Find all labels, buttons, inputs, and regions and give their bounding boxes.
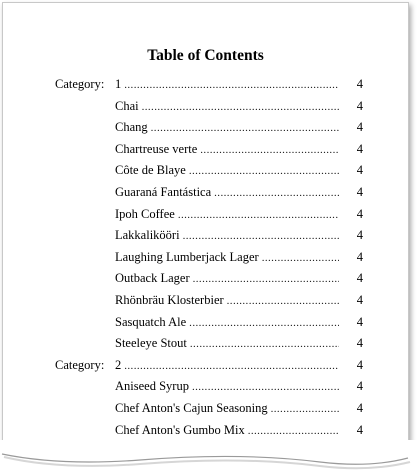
toc-item-row[interactable] — [3, 377, 408, 395]
page-number: 4 — [356, 422, 363, 437]
item-entry — [115, 161, 339, 180]
toc-title: Table of Contents — [147, 47, 264, 64]
toc-item-row[interactable] — [3, 118, 408, 136]
dot-leader — [183, 227, 339, 245]
item-name: Outback Lager — [115, 271, 190, 286]
dot-leader — [189, 162, 339, 180]
page-number: 4 — [356, 228, 363, 243]
category-value: 2 — [115, 357, 122, 372]
category-entry — [115, 75, 339, 94]
item-name: Ipoh Coffee — [115, 206, 175, 221]
toc-item-row[interactable] — [3, 334, 408, 352]
page-number: 4 — [356, 336, 363, 351]
page-number: 4 — [356, 379, 363, 394]
item-name: Chef Anton's Cajun Seasoning — [115, 401, 268, 415]
category-label: Category: — [55, 357, 105, 372]
item-entry — [115, 226, 339, 245]
toc-item-row[interactable] — [3, 313, 408, 331]
toc-item-row[interactable] — [3, 140, 408, 158]
page-number: 4 — [356, 120, 363, 135]
dot-leader — [124, 357, 339, 375]
item-name: Sasquatch Ale — [115, 314, 187, 329]
toc-item-row[interactable] — [3, 205, 408, 223]
item-name: Steeleye Stout — [115, 336, 187, 351]
dot-leader — [227, 292, 339, 310]
item-name: Chartreuse verte — [115, 141, 198, 156]
page-number: 4 — [356, 206, 363, 221]
item-entry — [115, 421, 339, 440]
item-name: Lakkalikööri — [115, 228, 180, 243]
item-entry — [115, 248, 339, 267]
dot-leader — [271, 400, 339, 418]
toc-category-row[interactable] — [3, 356, 408, 374]
item-name: Guaraná Fantástica — [115, 185, 212, 199]
item-name: Chef Anton's Gumbo Mix — [115, 422, 245, 437]
item-name: Chai — [115, 98, 139, 113]
page-number: 4 — [356, 141, 363, 156]
item-entry — [115, 377, 339, 396]
dot-leader — [248, 422, 339, 440]
item-entry — [115, 399, 339, 418]
dot-leader — [193, 270, 339, 288]
page-number: 4 — [356, 357, 363, 372]
item-entry — [115, 334, 339, 353]
toc-item-row[interactable] — [3, 291, 408, 309]
item-entry — [115, 291, 339, 310]
toc-item-row[interactable] — [3, 183, 408, 201]
toc-item-row[interactable] — [3, 226, 408, 244]
page-number: 4 — [356, 271, 363, 286]
toc-item-row[interactable] — [3, 421, 408, 439]
page-number: 4 — [356, 98, 363, 113]
dot-leader — [192, 378, 339, 396]
dot-leader — [214, 184, 339, 202]
item-name: Rhönbräu Klosterbier — [115, 293, 224, 307]
item-entry — [115, 140, 339, 159]
dot-leader — [151, 119, 339, 137]
page-number: 4 — [356, 77, 363, 91]
category-label: Category: — [55, 77, 105, 91]
category-entry — [115, 356, 339, 375]
page-curl-edge — [0, 440, 418, 470]
page-number: 4 — [356, 163, 363, 178]
page-number: 4 — [356, 185, 363, 199]
dot-leader — [262, 249, 339, 267]
dot-leader — [190, 335, 339, 353]
page-number: 4 — [356, 401, 363, 415]
page-number: 4 — [356, 293, 363, 307]
dot-leader — [189, 314, 339, 332]
item-entry — [115, 183, 339, 202]
category-value: 1 — [115, 77, 122, 91]
page-number: 4 — [356, 314, 363, 329]
item-entry — [115, 269, 339, 288]
toc-item-row[interactable] — [3, 399, 408, 417]
item-entry — [115, 118, 339, 137]
dot-leader — [142, 98, 339, 116]
page-number: 4 — [356, 249, 363, 264]
item-name: Côte de Blaye — [115, 163, 186, 178]
toc-item-row[interactable] — [3, 97, 408, 115]
item-entry — [115, 97, 339, 116]
item-name: Laughing Lumberjack Lager — [115, 249, 259, 264]
item-name: Aniseed Syrup — [115, 379, 189, 394]
toc-item-row[interactable] — [3, 269, 408, 287]
item-entry — [115, 313, 339, 332]
toc-item-row[interactable] — [3, 161, 408, 179]
dot-leader — [178, 206, 339, 224]
toc-category-row[interactable] — [3, 75, 408, 93]
dot-leader — [124, 76, 339, 94]
toc-item-row[interactable] — [3, 248, 408, 266]
item-entry — [115, 205, 339, 224]
dot-leader — [200, 141, 339, 159]
item-name: Chang — [115, 120, 148, 135]
document-page — [2, 2, 409, 456]
